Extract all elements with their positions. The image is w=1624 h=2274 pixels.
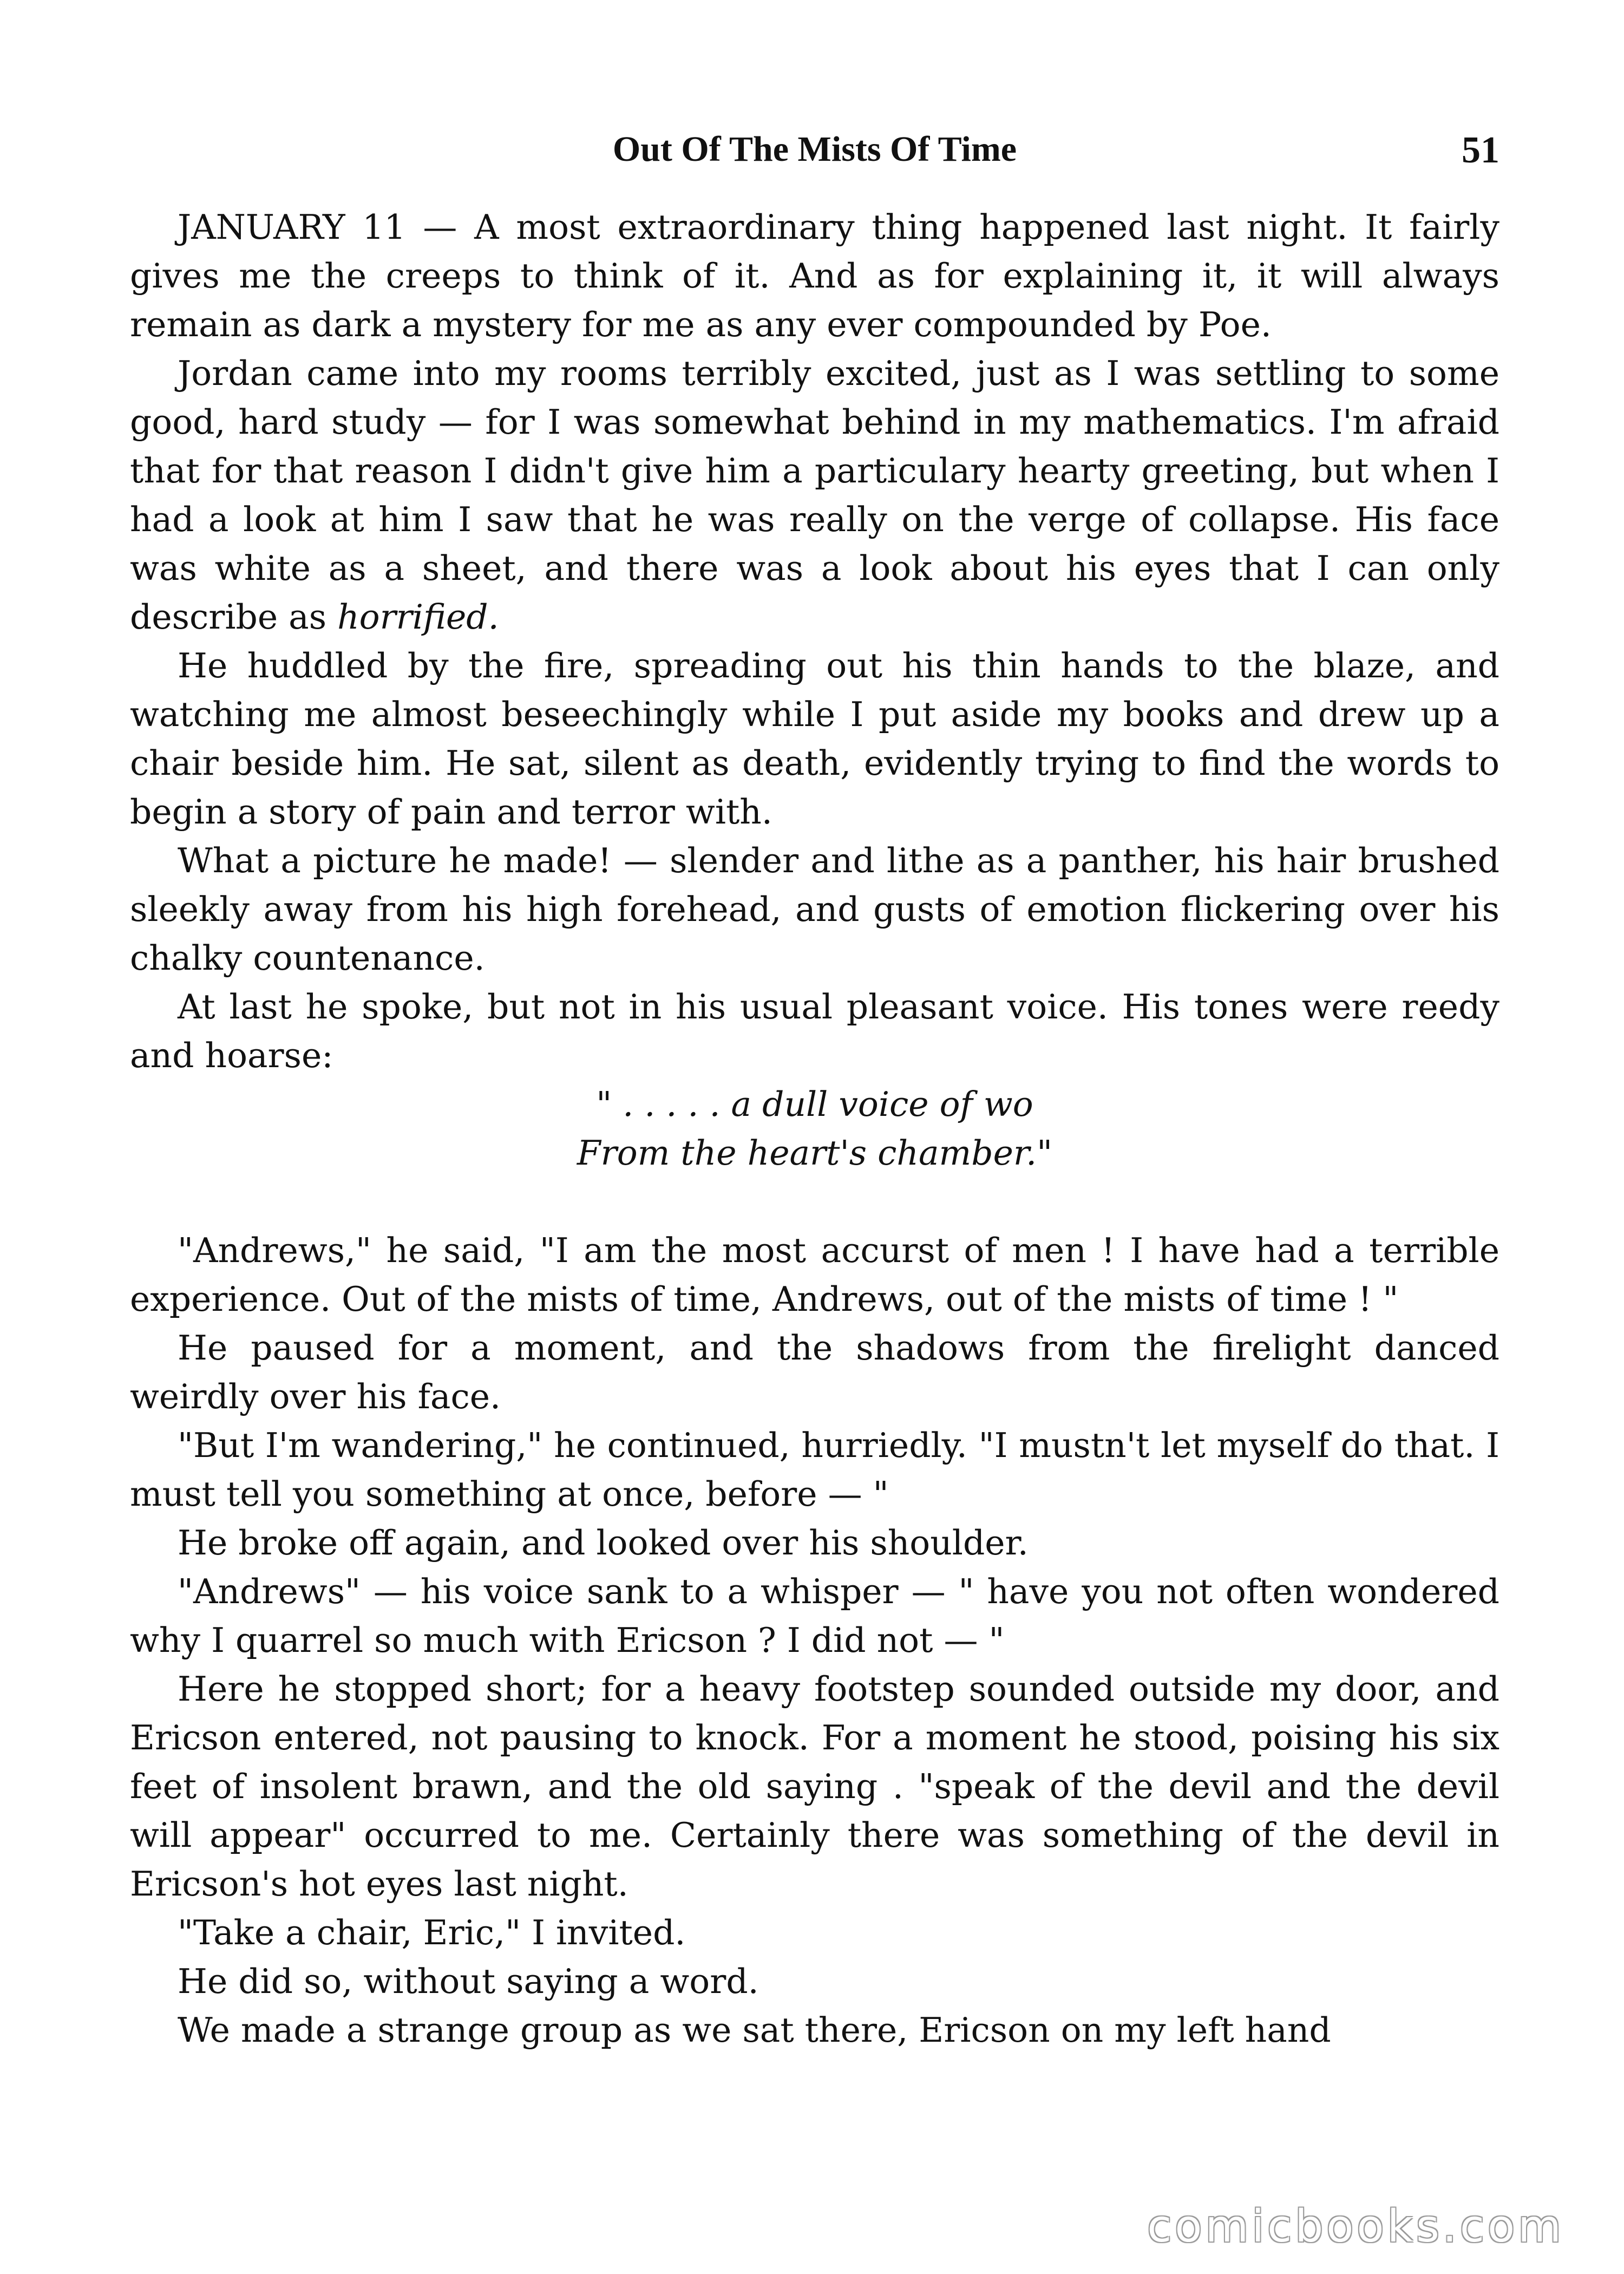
paragraph-text: He paused for a moment, and the shadows from the firelight danced weirdly over his face. xyxy=(130,1328,1499,1416)
page-header xyxy=(130,129,1499,178)
page-number: 51 xyxy=(1462,129,1499,171)
paragraph-text: "Take a chair, Eric," I invited. xyxy=(178,1913,686,1952)
paragraph xyxy=(130,1421,1499,1519)
paragraph-text: What a picture he made! — slender and lithe as a panther, his hair brushed sleekly away from his high forehead, and gusts of emotion flickering over his chalky countenance. xyxy=(130,841,1499,978)
paragraph-text: "Andrews," he said, "I am the most accurst of men ! I have had a terrible experience. Out of the mists of time, Andrews, out of the mists of time ! " xyxy=(130,1231,1499,1319)
paragraph xyxy=(130,983,1499,1080)
paragraph-text: He broke off again, and looked over his shoulder. xyxy=(178,1523,1029,1563)
paragraph-text: At last he spoke, but not in his usual pleasant voice. His tones were reedy and hoarse: xyxy=(130,987,1499,1075)
paragraph xyxy=(130,203,1499,349)
paragraph-text: We made a strange group as we sat there, Ericson on my left hand xyxy=(178,2010,1331,2050)
paragraph-text: "Andrews" — his voice sank to a whisper — " have you not often wondered why I quarrel so much with Ericson ? I did not — " xyxy=(130,1572,1499,1660)
paragraph-text: JANUARY 11 — A most extraordinary thing happened last night. It fairly gives me the creeps to think of it. And as for explaining it, it will always remain as dark a mystery for me as any ever compounded by Poe. xyxy=(130,207,1499,344)
paragraph xyxy=(130,1519,1499,1567)
verse-line: From the heart's chamber." xyxy=(577,1133,1053,1173)
paragraph-text: Here he stopped short; for a heavy footstep sounded outside my door, and Ericson entered, not pausing to knock. For a moment he stood, poising his six feet of insolent brawn, and the old saying . "speak of the devil and the devil will appear" occurred to me. Certainly there was something of the devil in Ericson's hot eyes last night. xyxy=(130,1669,1499,1904)
paragraph xyxy=(130,349,1499,642)
paragraph xyxy=(130,2006,1499,2055)
paragraph-text: "But I'm wandering," he continued, hurriedly. "I mustn't let myself do that. I must tell you something at once, before — " xyxy=(130,1426,1499,1514)
paragraph xyxy=(130,1665,1499,1909)
paragraph xyxy=(130,1567,1499,1665)
emphasized-word: horrified. xyxy=(337,597,499,637)
paragraph xyxy=(130,642,1499,837)
paragraph xyxy=(130,1324,1499,1421)
paragraph-text: Jordan came into my rooms terribly excited, just as I was settling to some good, hard study — for I was somewhat behind in my mathematics. I'm afraid that for that reason I didn't give him a particulary hearty greeting, but when I had a look at him I saw that he was really on the verge of collapse. His face was white as a sheet, and there was a look about his eyes that I can only describe as xyxy=(130,354,1499,637)
paragraph-text: He did so, without saying a word. xyxy=(178,1962,759,2001)
verse-quote xyxy=(130,1080,1499,1178)
running-title: Out Of The Mists Of Time xyxy=(612,129,1017,169)
verse-line: " . . . . . a dull voice of wo xyxy=(596,1084,1033,1124)
watermark: comicbooks.com xyxy=(1147,2201,1564,2252)
paragraph-text: He huddled by the fire, spreading out his thin hands to the blaze, and watching me almost beseechingly while I put aside my books and drew up a chair beside him. He sat, silent as death, evidently trying to find the words to begin a story of pain and terror with. xyxy=(130,646,1499,832)
paragraph xyxy=(130,1226,1499,1324)
paragraph xyxy=(130,1909,1499,1957)
paragraph xyxy=(130,837,1499,983)
paragraph xyxy=(130,1957,1499,2006)
story-text xyxy=(130,203,1499,2055)
